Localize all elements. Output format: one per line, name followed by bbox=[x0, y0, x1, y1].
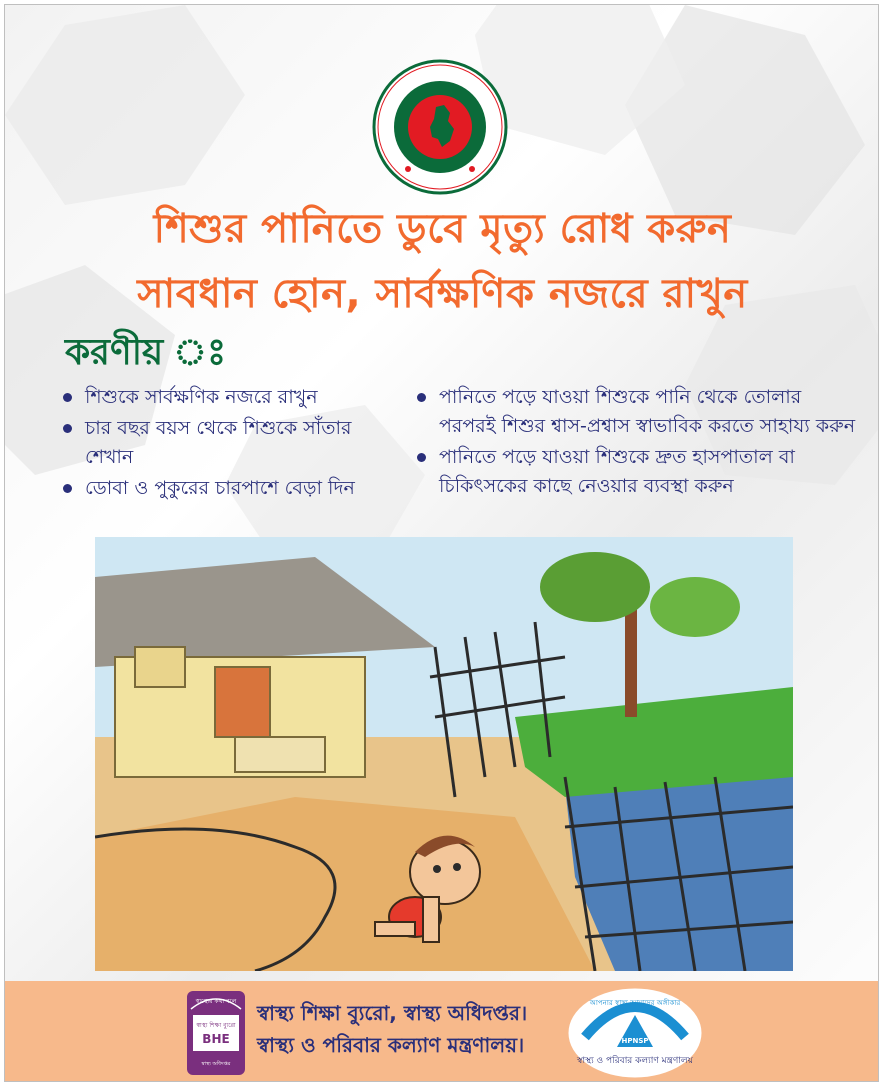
bullet-icon bbox=[417, 393, 426, 402]
list-item: শিশুকে সার্বক্ষণিক নজরে রাখুন bbox=[63, 383, 403, 412]
todo-list-left bbox=[63, 383, 403, 505]
headline-line1: শিশুর পানিতে ডুবে মৃত্যু রোধ করুন bbox=[153, 206, 732, 252]
bhe-sub: স্বাস্থ্য অধিদপ্তর bbox=[201, 1061, 231, 1067]
government-seal-logo bbox=[370, 57, 510, 197]
todo-heading: করণীয় ঃ bbox=[65, 332, 227, 373]
hpnsp-abbr: HPNSP bbox=[621, 1037, 649, 1045]
list-item: পানিতে পড়ে যাওয়া শিশুকে দ্রুত হাসপাতাল বা চিকিৎসকের কাছে নেওয়ার ব্যবস্থা করুন bbox=[417, 443, 857, 501]
footer-band bbox=[5, 981, 879, 1082]
bullet-icon bbox=[417, 453, 426, 462]
footer-line1: স্বাস্থ্য শিক্ষা ব্যুরো, স্বাস্থ্য অধিদপ্তর। bbox=[257, 1001, 528, 1025]
bhe-abbr: BHE bbox=[202, 1032, 230, 1046]
todo-list-right bbox=[417, 383, 857, 503]
bhe-arc-text: স্বাস্থ্যের কথা বলে bbox=[195, 998, 237, 1005]
bullet-icon bbox=[63, 393, 72, 402]
hpnsp-arc-text: আপনার স্বাস্থ্য আমাদের অঙ্গীকার bbox=[589, 999, 681, 1007]
illustration-child-near-pond bbox=[95, 537, 793, 971]
hpnsp-caption: স্বাস্থ্য ও পরিবার কল্যাণ মন্ত্রণালয় bbox=[577, 1056, 693, 1066]
headline-line2: সাবধান হোন, সার্বক্ষণিক নজরে রাখুন bbox=[137, 271, 748, 317]
bullet-icon bbox=[63, 484, 72, 493]
poster bbox=[4, 4, 879, 1082]
bullet-icon bbox=[63, 424, 72, 433]
list-item: ডোবা ও পুকুরের চারপাশে বেড়া দিন bbox=[63, 474, 403, 503]
footer-credit bbox=[257, 997, 577, 1061]
list-item: পানিতে পড়ে যাওয়া শিশুকে পানি থেকে তোলার পরপরই শিশুর শ্বাস-প্রশ্বাস স্বাভাবিক করতে সাহায্য করুন bbox=[417, 383, 857, 441]
list-item: চার বছর বয়স থেকে শিশুকে সাঁতার শেখান bbox=[63, 414, 403, 472]
bhe-logo bbox=[185, 989, 247, 1077]
footer-line2: স্বাস্থ্য ও পরিবার কল্যাণ মন্ত্রণালয়। bbox=[257, 1033, 525, 1057]
bhe-label: স্বাস্থ্য শিক্ষা ব্যুরো bbox=[196, 1022, 236, 1029]
